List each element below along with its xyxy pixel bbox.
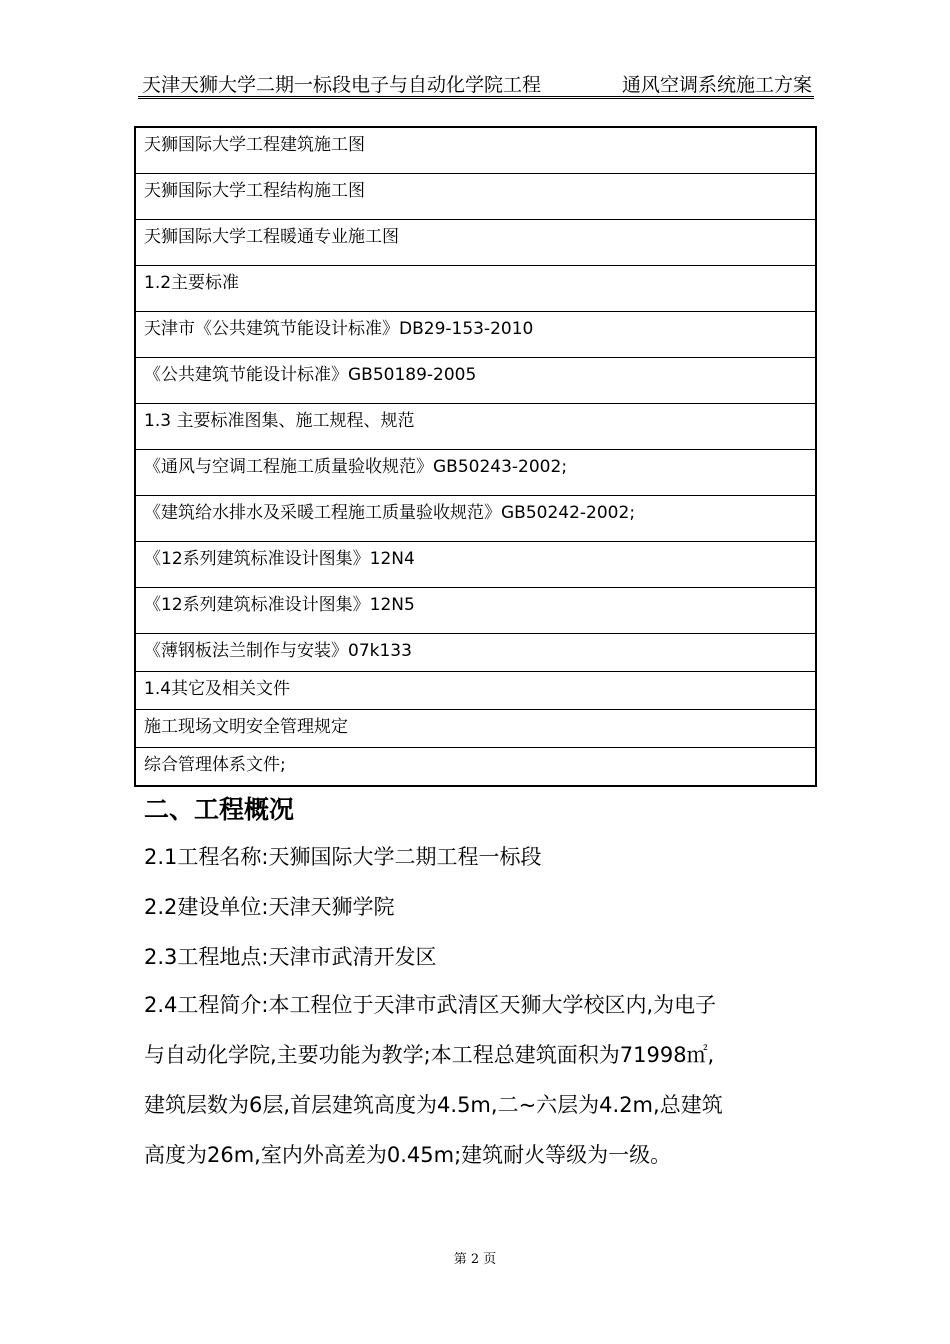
table-row [135, 748, 816, 787]
table-row [135, 588, 816, 634]
table-cell: 施工现场文明安全管理规定 [135, 710, 816, 748]
table-cell: 《12系列建筑标准设计图集》12N4 [135, 542, 816, 588]
owner-paragraph: 2.2建设单位:天津天狮学院 [144, 895, 395, 919]
table-row [135, 710, 816, 748]
table-row [135, 220, 816, 266]
table-row [135, 174, 816, 220]
table-cell: 《薄钢板法兰制作与安装》07k133 [135, 634, 816, 672]
table-row [135, 266, 816, 312]
table-cell: 《公共建筑节能设计标准》GB50189-2005 [135, 358, 816, 404]
table-cell: 《12系列建筑标准设计图集》12N5 [135, 588, 816, 634]
header-document-title: 通风空调系统施工方案 [621, 74, 812, 96]
header-project-name: 天津天狮大学二期一标段电子与自动化学院工程 [142, 74, 542, 96]
table-cell: 《通风与空调工程施工质量验收规范》GB50243-2002; [135, 450, 816, 496]
page-header [138, 66, 814, 99]
table-row [135, 404, 816, 450]
table-row [135, 358, 816, 404]
table-row [135, 127, 816, 174]
table-cell: 天津市《公共建筑节能设计标准》DB29-153-2010 [135, 312, 816, 358]
table-cell: 天狮国际大学工程结构施工图 [135, 174, 816, 220]
table-row [135, 634, 816, 672]
table-row [135, 672, 816, 710]
paragraph-line: 高度为26m,室内外高差为0.45m;建筑耐火等级为一级。 [144, 1143, 672, 1167]
table-row [135, 450, 816, 496]
table-cell: 1.3 主要标准图集、施工规程、规范 [135, 404, 816, 450]
page-number: 第 2 页 [453, 1252, 497, 1267]
reference-table [134, 126, 817, 787]
table-cell: 天狮国际大学工程暖通专业施工图 [135, 220, 816, 266]
table-row [135, 312, 816, 358]
paragraph-line: 建筑层数为6层,首层建筑高度为4.5m,二~六层为4.2m,总建筑 [144, 1093, 723, 1117]
table-cell: 1.4其它及相关文件 [135, 672, 816, 710]
table-cell: 1.2主要标准 [135, 266, 816, 312]
table-cell: 综合管理体系文件; [135, 748, 816, 787]
project-summary-paragraph [144, 980, 812, 1180]
table-row [135, 542, 816, 588]
location-paragraph: 2.3工程地点:天津市武清开发区 [144, 945, 437, 969]
section-heading: 二、工程概况 [144, 795, 295, 824]
paragraph-line: 与自动化学院,主要功能为教学;本工程总建筑面积为71998㎡, [144, 1043, 715, 1067]
table-cell: 《建筑给水排水及采暖工程施工质量验收规范》GB50242-2002; [135, 496, 816, 542]
paragraph-line: 2.4工程简介:本工程位于天津市武清区天狮大学校区内,为电子 [144, 993, 717, 1017]
table-cell: 天狮国际大学工程建筑施工图 [135, 127, 816, 174]
project-name-paragraph: 2.1工程名称:天狮国际大学二期工程一标段 [144, 845, 542, 869]
table-row [135, 496, 816, 542]
